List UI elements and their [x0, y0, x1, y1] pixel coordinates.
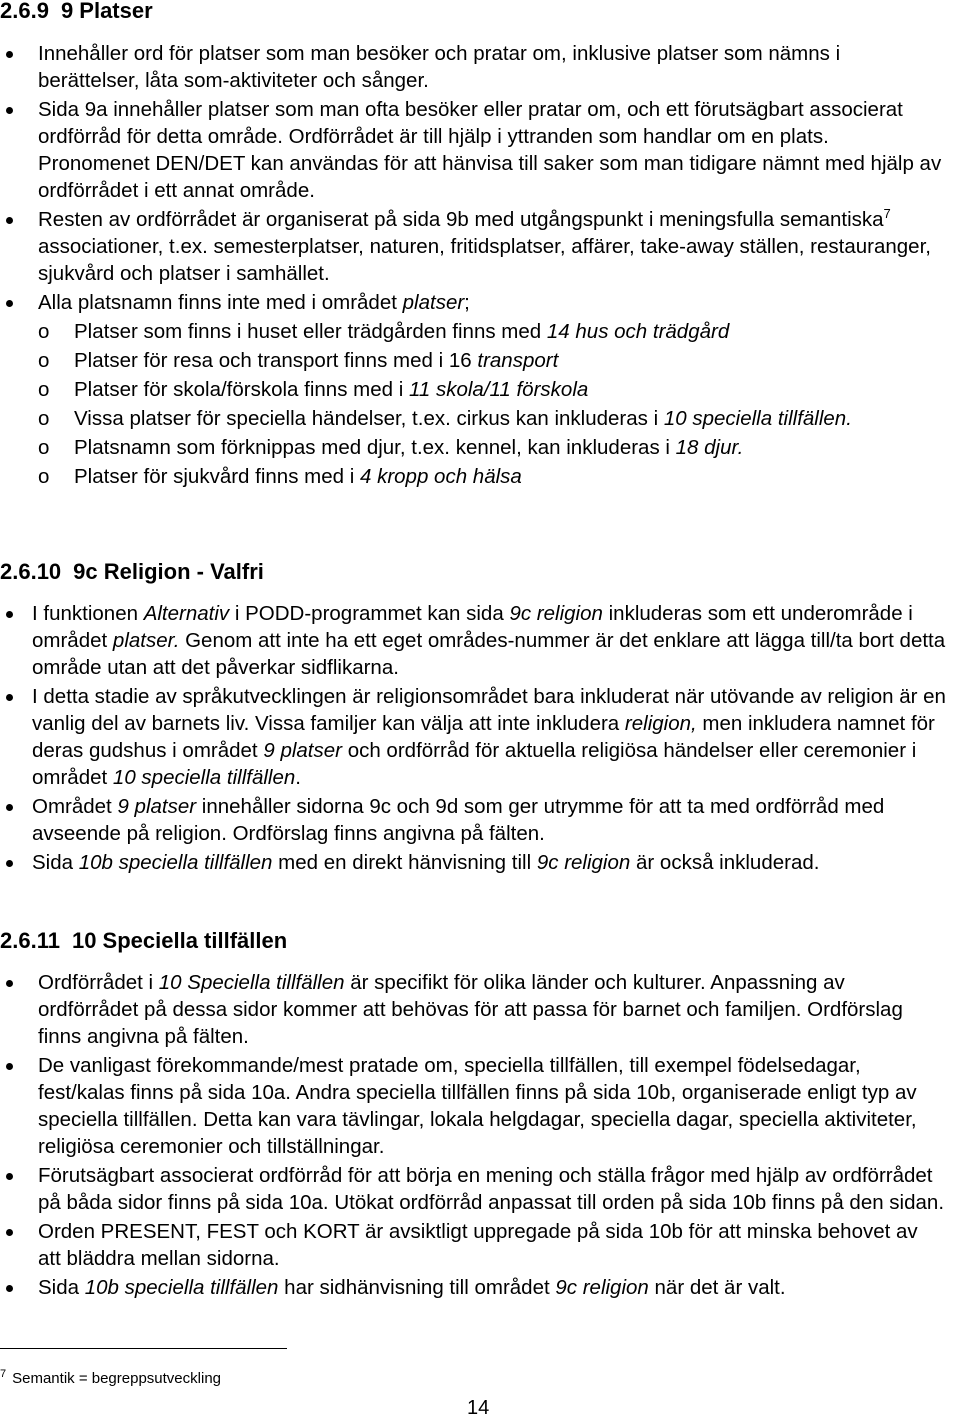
bullet-list: [0, 600, 946, 878]
list-item: I funktionen Alternativ i PODD-programmet kan sida 9c religion inkluderas som ett underområde i området platser. Genom att inte ha ett eget områdes-nummer är det enklare att lägga till/ta bort detta område utan att det påverkar sidflikarna.: [0, 600, 946, 681]
section-title: 10 Speciella tillfällen: [71, 928, 288, 953]
list-item: Innehåller ord för platser som man besöker och pratar om, inklusive platser som nämns i berättelser, låta som-aktiviteter och sånger.: [0, 40, 946, 94]
sub-list-item: o Platsnamn som förknippas med djur, t.ex. kennel, kan inkluderas i 18 djur.: [38, 436, 744, 459]
list-item: I detta stadie av språkutvecklingen är religionsområdet bara inkluderat när utövande av religion är en vanlig del av barnets liv. Vissa familjer kan välja att inte inkludera religion, men inkludera namnet för deras gudshus i området 9 platser och ordförråd för aktuella religiösa händelser eller ceremonier i området 10 speciella tillfällen.: [0, 683, 946, 791]
section-title: 9c Religion - Valfri: [73, 559, 264, 584]
page-number: 14: [467, 1397, 490, 1419]
section-heading: [0, 0, 153, 24]
list-item: Ordförrådet i 10 Speciella tillfällen är specifikt för olika länder och kulturer. Anpassning av ordförrådet på dessa sidor kommer att behövas för att passa för barnet och familjen. Ordförslag finns angivna på fälten.: [0, 969, 946, 1050]
list-item: Resten av ordförrådet är organiserat på sida 9b med utgångspunkt i meningsfulla semantiska$^7$ associationer, t.ex. semesterplatser, naturen, fritidsplatser, affärer, take-away ställen, restauranger, sjukvård och platser i samhället.: [0, 206, 946, 287]
section-number: 2.6.9: [0, 0, 49, 23]
bullet-list: [0, 969, 946, 1303]
section-heading: [0, 928, 287, 954]
list-item: Området 9 platser innehåller sidorna 9c och 9d som ger utrymme för att ta med ordförråd med avseende på religion. Ordförslag finns angivna på fälten.: [0, 793, 946, 847]
bullet-list: [0, 40, 946, 492]
list-item: Sida 9a innehåller platser som man ofta besöker eller pratar om, och ett förutsägbart associerat ordförråd för detta område. Ordförrådet är till hjälp i yttranden som handlar om en plats. Pronomenet DEN/DET kan användas för att hänvisa till saker som man tidigare nämnt med hjälp av ordförrådet i ett annat område.: [0, 96, 946, 204]
list-item: De vanligast förekommande/mest pratade om, speciella tillfällen, till exempel födelsedagar, fest/kalas finns på sida 10a. Andra speciella tillfällen finns på sida 10b, organiserade enligt typ av speciella tillfällen. Detta kan vara tävlingar, lokala helgdagar, speciella dagar, speciella aktiviteter, religiösa ceremonier och tillställningar.: [0, 1052, 946, 1160]
footnote-reference: 7: [883, 206, 891, 222]
section-number: 2.6.11: [0, 928, 60, 953]
section-heading: [0, 559, 264, 585]
sub-list-item: o Platser för sjukvård finns med i 4 kropp och hälsa: [38, 465, 522, 488]
list-item: Orden PRESENT, FEST och KORT är avsiktligt uppregade på sida 10b för att minska behovet av att bläddra mellan sidorna.: [0, 1218, 946, 1272]
list-item: Förutsägbart associerat ordförråd för att börja en mening och ställa frågor med hjälp av ordförrådet på båda sidor finns på sida 10a. Utökat ordförråd anpassat till orden på sida 10b finns på den sidan.: [0, 1162, 946, 1216]
sub-list-item: o Platser som finns i huset eller trädgården finns med 14 hus och trädgård: [38, 320, 730, 343]
list-item: Alla platsnamn finns inte med i området platser;: [0, 289, 946, 316]
section-number: 2.6.10: [0, 559, 62, 584]
section-title: 9 Platser: [60, 0, 153, 23]
footnote: [0, 1370, 221, 1388]
sub-list-item: o Platser för skola/förskola finns med i 11 skola/11 förskola: [38, 378, 589, 401]
footnote-number: 7: [0, 1368, 7, 1380]
footnote-text: Semantik = begreppsutveckling: [12, 1370, 221, 1387]
footnote-divider: [0, 1348, 287, 1349]
sub-list-item: o Platser för resa och transport finns med i 16 transport: [38, 349, 559, 372]
list-item: Sida 10b speciella tillfällen har sidhänvisning till området 9c religion när det är valt.: [0, 1274, 946, 1301]
sub-list-item: o Vissa platser för speciella händelser, t.ex. cirkus kan inkluderas i 10 speciella tillfällen.: [38, 407, 852, 430]
list-item: Sida 10b speciella tillfällen med en direkt hänvisning till 9c religion är också inkluderad.: [0, 849, 946, 876]
